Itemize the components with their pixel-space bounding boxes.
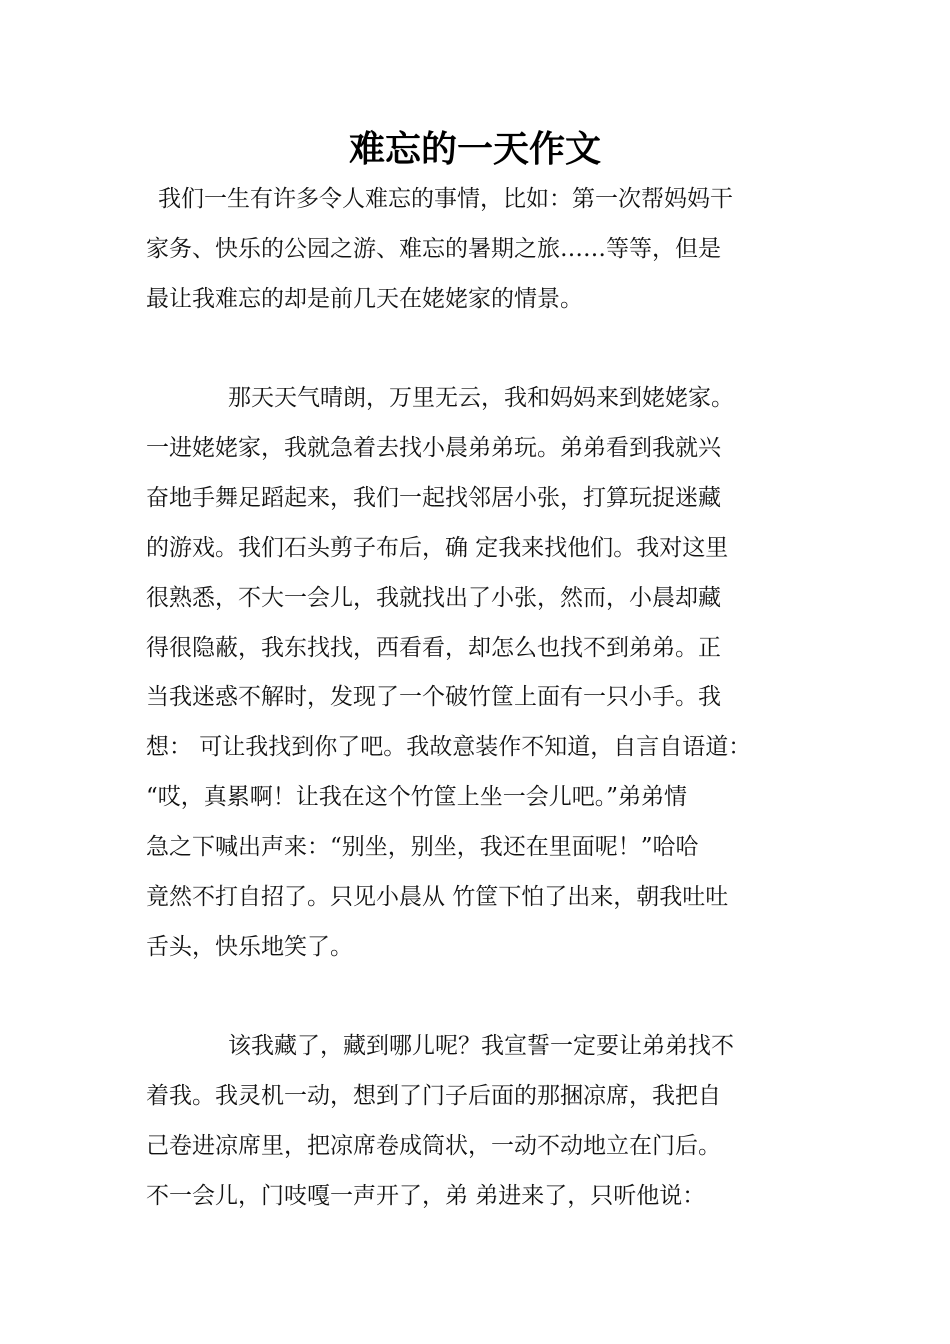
- text-line: 得很隐蔽，我东找找，西看看，却怎么也找不到弟弟。正: [146, 635, 721, 661]
- text-line: “哎，真累啊！让我在这个竹筐上坐一会儿吧。”弟弟情: [146, 784, 688, 810]
- text-line: 急之下喊出声来：“别坐，别坐，我还在里面呢！”哈哈: [146, 834, 699, 860]
- text-line: 奋地手舞足蹈起来，我们一起找邻居小张，打算玩捉迷藏: [146, 485, 721, 511]
- text-line: 己卷进凉席里，把凉席卷成筒状，一动不动地立在门后。: [146, 1133, 721, 1159]
- text-line: 很熟悉，不大一会儿，我就找出了小张，然而，小晨却藏: [146, 585, 721, 611]
- text-line: 着我。我灵机一动，想到了门子后面的那捆凉席，我把自: [146, 1083, 721, 1109]
- text-line: 不一会儿，门吱嘎一声开了，弟 弟进来了，只听他说：: [146, 1183, 706, 1209]
- text-line: 舌头，快乐地笑了。: [146, 934, 353, 960]
- document-title: 难忘的一天作文: [348, 129, 601, 170]
- text-line: 那天天气晴朗，万里无云，我和妈妈来到姥姥家。: [228, 385, 734, 411]
- text-line: 最让我难忘的却是前几天在姥姥家的情景。: [146, 286, 583, 312]
- text-line: 该我藏了，藏到哪儿呢？我宣誓一定要让弟弟找不: [228, 1033, 734, 1059]
- text-line: 当我迷惑不解时，发现了一个破竹筐上面有一只小手。我: [146, 684, 721, 710]
- text-line: 一进姥姥家，我就急着去找小晨弟弟玩。弟弟看到我就兴: [146, 435, 721, 461]
- text-line: 想： 可让我找到你了吧。我故意装作不知道，自言自语道：: [146, 734, 752, 760]
- text-line: 我们一生有许多令人难忘的事情，比如：第一次帮妈妈干: [158, 186, 733, 212]
- text-line: 家务、快乐的公园之游、难忘的暑期之旅……等等，但是: [146, 236, 721, 262]
- text-line: 的游戏。我们石头剪子布后，确 定我来找他们。我对这里: [146, 535, 729, 561]
- text-line: 竟然不打自招了。只见小晨从 竹筐下怕了出来，朝我吐吐: [146, 884, 729, 910]
